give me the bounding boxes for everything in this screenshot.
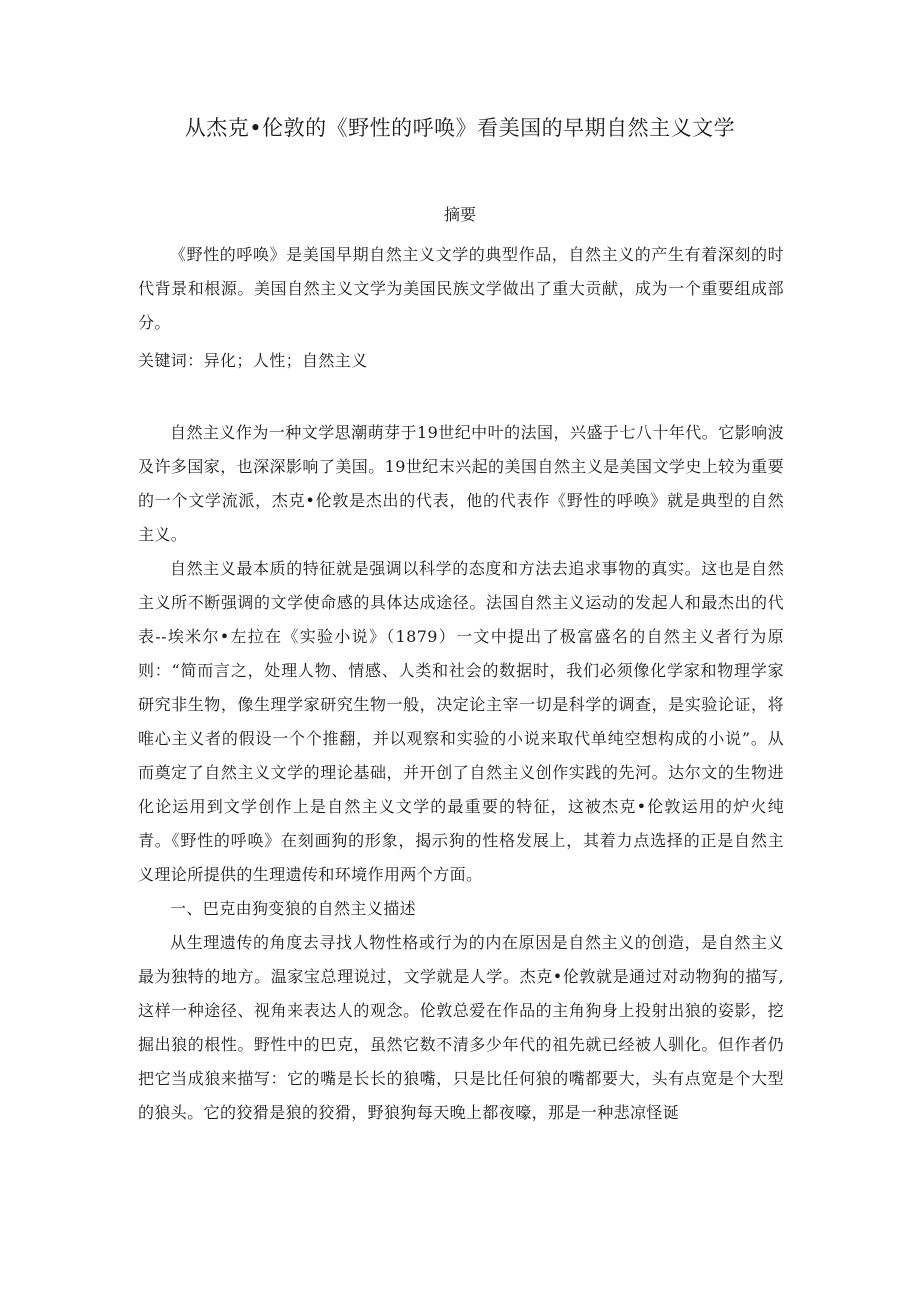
abstract-heading: 摘要	[443, 205, 476, 224]
abstract-text: 《野性的呼唤》是美国早期自然主义文学的典型作品，自然主义的产生有着深刻的时代背景和根源。美国自然主义文学为美国民族文学做出了重大贡献，成为一个重要组成部分。	[138, 245, 784, 332]
paragraph-naturalism-features: 自然主义最本质的特征就是强调以科学的态度和方法去追求事物的真实。这也是自然主义所不断强调的文学使命感的具体达成途径。法国自然主义运动的发起人和最杰出的代表--埃米尔•左拉在《实验小说》（1879）一文中提出了极富盛名的自然主义者行为原则：“简而言之，处理人物、情感、人类和社会的数据时，我们必须像化学家和物理学家研究非生物，像生理学家研究生物一般，决定论主宰一切是科学的调查，是实验论证，将唯心主义者的假设一个个推翻，并以观察和实验的小说来取代单纯空想构成的小说”。从而奠定了自然主义文学的理论基础，并开创了自然主义创作实践的先河。达尔文的生物进化论运用到文学创作上是自然主义文学的最重要的特征，这被杰克•伦敦运用的炉火纯青。《野性的呼唤》在刻画狗的形象，揭示狗的性格发展上，其着力点选择的正是自然主义理论所提供的生理遗传和环境作用两个方面。	[138, 559, 784, 884]
paragraph-intro: 自然主义作为一种文学思潮萌芽于19世纪中叶的法国，兴盛于七八十年代。它影响波及许多国家，也深深影响了美国。19世纪末兴起的美国自然主义是美国文学史上较为重要的一个文学流派，杰克•伦敦是杰出的代表，他的代表作《野性的呼唤》就是典型的自然主义。	[138, 423, 784, 544]
document-title: 从杰克•伦敦的《野性的呼唤》看美国的早期自然主义文学	[184, 116, 736, 140]
section-heading: 一、巴克由狗变狼的自然主义描述	[170, 899, 417, 918]
keywords-line: 关键词：异化；人性；自然主义	[138, 351, 368, 370]
paragraph-genetics: 从生理遗传的角度去寻找人物性格或行为的内在原因是自然主义的创造，是自然主义最为独特的地方。温家宝总理说过，文学就是人学。杰克•伦敦就是通过对动物狗的描写,这样一种途径、视角来表达人的观念。伦敦总爱在作品的主角狗身上投射出狼的姿影，挖掘出狼的根性。野性中的巴克，虽然它数不清多少年代的祖先就已经被人驯化。但作者仍把它当成狼来描写：它的嘴是长长的狼嘴，只是比任何狼的嘴都要大，头有点宽是个大型的狼头。它的狡猾是狼的狡猾，野狼狗每天晚上都夜嚎，那是一种悲凉怪诞	[138, 933, 784, 1122]
main-body	[138, 416, 784, 1130]
